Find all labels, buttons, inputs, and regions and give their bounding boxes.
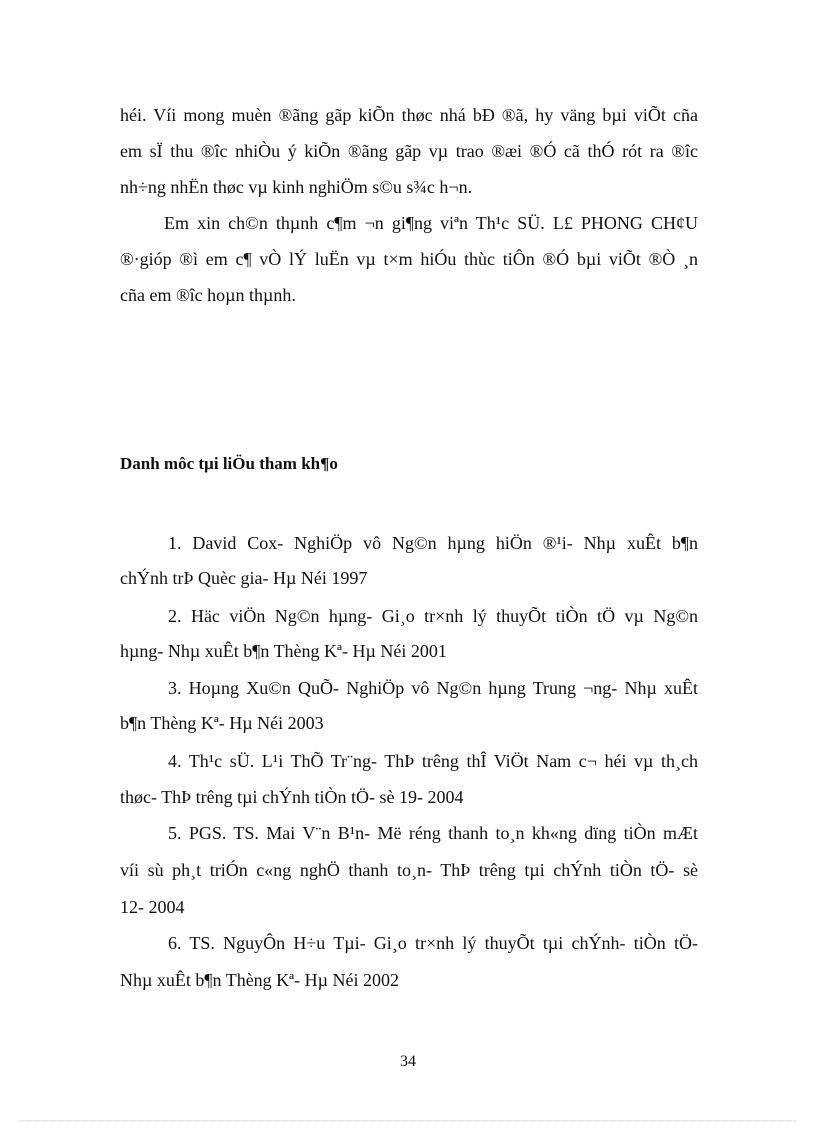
paragraph-2-line-3: cña em ®îc hoµn thµnh.	[120, 285, 296, 305]
paragraph-2-line-1: Em xin ch©n thµnh c¶m ¬n gi¶ng viªn Th¹c SÜ. L£ PHONG CH¢U	[164, 213, 698, 233]
reference-3-line-2: b¶n Thèng Kª- Hµ Néi 2003	[120, 713, 324, 733]
reference-6-line-1: 6. TS. NguyÔn H÷u Tµi- Gi¸o tr×nh lý thuyÕt tµi chÝnh- tiÒn tÖ-	[168, 933, 698, 953]
reference-2-line-2: hµng- Nhµ xuÊt b¶n Thèng Kª- Hµ Néi 2001	[120, 641, 447, 661]
references-heading: Danh môc tµi liÖu tham kh¶o	[120, 454, 338, 473]
paragraph-1-line-2: em sÏ thu ®îc nhiÒu ý kiÕn ®ãng gãp vµ trao ®æi ®Ó cã thÓ rót ra ®îc	[120, 141, 698, 161]
paragraph-1-line-1: héi. Víi mong muèn ®ãng gãp kiÕn thøc nhá bÐ ®ã, hy väng bµi viÕt cña	[120, 105, 698, 125]
paragraph-1-line-3: nh÷ng nhËn thøc vµ kinh nghiÖm s©u s¾c h¬n.	[120, 177, 473, 197]
reference-2-line-1: 2. Häc viÖn Ng©n hµng- Gi¸o tr×nh lý thuyÕt tiÒn tÖ vµ Ng©n	[168, 606, 698, 626]
page-number: 34	[400, 1053, 416, 1070]
reference-5-line-1: 5. PGS. TS. Mai V¨n B¹n- Më réng thanh to¸n kh«ng dïng tiÒn mÆt	[168, 823, 698, 843]
reference-4-line-2: thøc- ThÞ trêng tµi chÝnh tiÒn tÖ- sè 19- 2004	[120, 787, 464, 807]
page-bottom-divider	[20, 1120, 796, 1121]
reference-6-line-2: Nhµ xuÊt b¶n Thèng Kª- Hµ Néi 2002	[120, 970, 399, 990]
reference-3-line-1: 3. Hoµng Xu©n QuÕ- NghiÖp vô Ng©n hµng Trung ¬ng- Nhµ xuÊt	[168, 678, 698, 698]
reference-5-line-3: 12- 2004	[120, 897, 185, 917]
reference-1-line-2: chÝnh trÞ Quèc gia- Hµ Néi 1997	[120, 568, 368, 588]
reference-4-line-1: 4. Th¹c sÜ. L¹i ThÕ Tr¨ng- ThÞ trêng thÎ ViÖt Nam c¬ héi vµ th¸ch	[168, 751, 698, 771]
reference-1-line-1: 1. David Cox- NghiÖp vô Ng©n hµng hiÖn ®¹i- Nhµ xuÊt b¶n	[168, 533, 698, 553]
paragraph-2-line-2: ®·gióp ®ì em c¶ vÒ lÝ luËn vµ t×m hiÓu thùc tiÔn ®Ó bµi viÕt ®Ò ¸n	[120, 249, 698, 269]
reference-5-line-2: víi sù ph¸t triÓn c«ng nghÖ thanh to¸n- ThÞ trêng tµi chÝnh tiÒn tÖ- sè	[120, 860, 698, 880]
